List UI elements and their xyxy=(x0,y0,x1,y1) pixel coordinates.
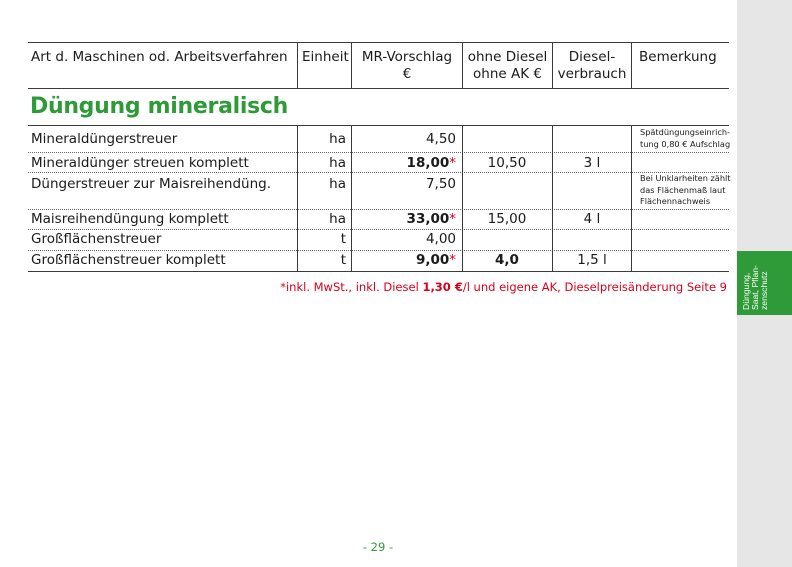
header-bemerkung: Bemerkung xyxy=(639,49,717,65)
row-mr-value: 4,00 xyxy=(425,231,456,247)
row-divider xyxy=(28,172,729,173)
row-name: Großflächenstreuer xyxy=(31,231,162,247)
row-ohne-diesel: 10,50 xyxy=(487,155,527,171)
row-name: Großflächenstreuer komplett xyxy=(31,252,226,268)
row-name: Düngerstreuer zur Maisreihendüng. xyxy=(31,176,271,192)
header-art: Art d. Maschinen od. Arbeitsverfahren xyxy=(31,49,288,65)
row-unit: ha xyxy=(329,211,346,227)
header-bottom-rule xyxy=(28,88,729,89)
row-mr-value: 18,00* xyxy=(406,155,456,171)
row-divider xyxy=(28,209,729,210)
row-note: Spätdüngungseinrich- tung 0,80 € Aufschlag xyxy=(640,127,731,149)
header-mr-vorschlag: MR-Vorschlag € xyxy=(361,49,453,82)
section-title: Düngung mineralisch xyxy=(30,94,288,119)
row-unit: t xyxy=(340,231,346,247)
row-mr-value: 4,50 xyxy=(425,131,456,147)
table-top-rule xyxy=(28,42,729,43)
row-unit: ha xyxy=(329,176,346,192)
footnote: *inkl. MwSt., inkl. Diesel 1,30 €/l und eigene AK, Dieselpreisänderung Seite 9 xyxy=(280,280,727,294)
table-bottom-rule xyxy=(28,271,729,272)
row-diesel: 3 l xyxy=(583,155,601,171)
section-bottom-rule xyxy=(28,125,729,126)
page-number: - 29 - xyxy=(362,540,394,554)
row-name: Maisreihendüngung komplett xyxy=(31,211,229,227)
column-divider xyxy=(462,125,463,271)
chapter-tab[interactable] xyxy=(737,251,792,315)
row-note: Bei Unklarheiten zählt das Flächenmaß laut Flächennachweis xyxy=(640,173,731,206)
column-divider xyxy=(297,42,298,88)
row-mr-value: 33,00* xyxy=(406,211,456,227)
row-diesel: 1,5 l xyxy=(577,252,607,268)
column-divider xyxy=(631,42,632,88)
header-einheit: Einheit xyxy=(302,49,349,65)
column-divider xyxy=(552,125,553,271)
row-divider xyxy=(28,250,729,251)
row-ohne-diesel: 15,00 xyxy=(487,211,527,227)
row-ohne-diesel: 4,0 xyxy=(495,252,519,268)
chapter-tab-label: Düngung, Saat, Pflan- zenschutz xyxy=(741,265,769,310)
row-unit: t xyxy=(340,252,346,268)
column-divider xyxy=(631,125,632,271)
row-name: Mineraldünger streuen komplett xyxy=(31,155,249,171)
header-dieselverbrauch: Diesel- verbrauch xyxy=(557,49,627,82)
row-diesel: 4 l xyxy=(583,211,601,227)
row-name: Mineraldüngerstreuer xyxy=(31,131,178,147)
row-divider xyxy=(28,152,729,153)
row-divider xyxy=(28,229,729,230)
row-unit: ha xyxy=(329,155,346,171)
row-mr-value: 9,00* xyxy=(415,252,456,268)
header-ohne-diesel: ohne Diesel ohne AK € xyxy=(467,49,548,82)
row-unit: ha xyxy=(329,131,346,147)
row-mr-value: 7,50 xyxy=(425,176,456,192)
